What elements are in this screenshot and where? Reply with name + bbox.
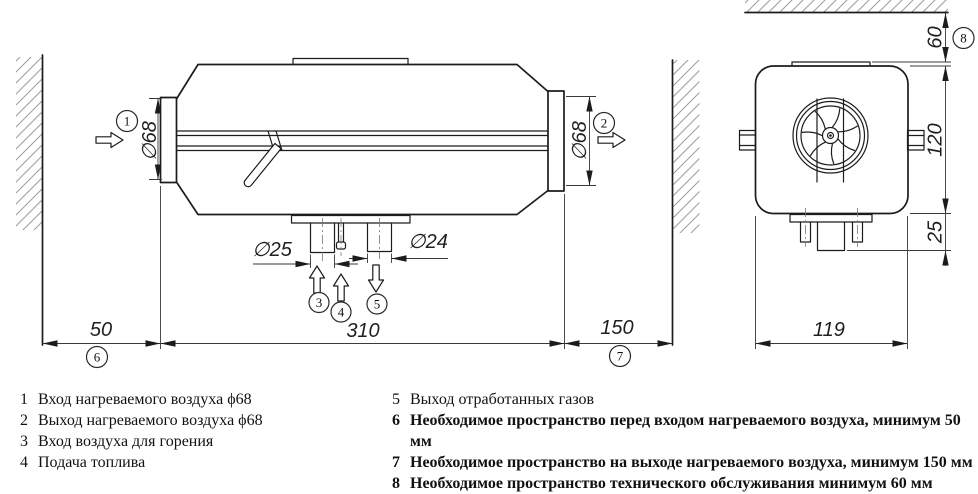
arrowhead (335, 261, 350, 267)
legend-item-text: Необходимое пространство на выходе нагреваемого воздуха, минимум 150 мм (410, 454, 973, 471)
dim-outlet-gap-label: 150 (600, 317, 634, 339)
front-view (740, 0, 975, 349)
heater-body-outline (177, 65, 549, 215)
dim-combustion-air-dia (252, 239, 358, 268)
right-side-band (908, 131, 925, 151)
mounting-studs (801, 222, 863, 242)
arrowhead (161, 340, 176, 346)
arrowhead (658, 340, 673, 346)
legend-item-1 (20, 389, 390, 410)
mounting-plate (292, 216, 411, 224)
callout-2 (594, 113, 615, 134)
legend-item-number: 5 (392, 391, 400, 408)
callout-2-number: 2 (600, 115, 608, 131)
callout-8-number: 8 (960, 30, 967, 46)
legend-item-number: 4 (20, 454, 28, 471)
inlet-flange (161, 98, 177, 183)
legend-item-text: Необходимое пространство перед входом нагреваемого воздуха, минимум 50 мм (410, 412, 961, 450)
dim-inlet-diameter-label: ∅68 (139, 121, 161, 161)
dim-comb-air-label: ∅25 (252, 239, 292, 261)
callout-7-number: 7 (616, 348, 624, 364)
dim-exhaust-label: ∅24 (408, 231, 448, 253)
legend-item-text: Подача топлива (38, 454, 146, 471)
air-inlet-flow-arrow (96, 133, 123, 148)
legend-item-5 (392, 389, 978, 410)
legend-item-2 (20, 410, 390, 431)
legend-item-text: Выход отработанных газов (410, 391, 595, 408)
arrowhead (353, 255, 368, 261)
front-top-tab (792, 62, 870, 66)
fan (793, 98, 868, 182)
right-wall-hatching (674, 60, 700, 233)
arrowhead (586, 97, 592, 112)
fuel-flow-arrow (334, 274, 349, 301)
legend-right-column (392, 389, 978, 494)
air-outlet-flow-arrow (598, 133, 625, 148)
arrowhead (756, 340, 771, 346)
arrowhead (146, 340, 161, 346)
legend-item-number: 3 (20, 433, 28, 450)
legend-left-column (20, 389, 390, 473)
dim-exhaust-dia (349, 231, 448, 263)
callout-5-number: 5 (373, 296, 381, 312)
left-side-band-lines (740, 135, 756, 146)
arrowhead (565, 340, 580, 346)
callout-8 (953, 28, 974, 49)
ceiling-hatching (745, 0, 948, 12)
dim-body-width-label: 119 (813, 319, 845, 341)
front-mounting-plate (790, 215, 872, 223)
top-tab (293, 59, 408, 65)
fan-axis-dot (829, 134, 832, 137)
legend-item-text: Необходимое пространство технического обслуживания минимум 60 мм (410, 475, 933, 492)
arrowhead (942, 251, 948, 266)
legend-item-number: 6 (392, 412, 400, 429)
legend-item-3 (20, 431, 390, 452)
side-view (16, 55, 700, 368)
front-pipe-block (818, 222, 845, 251)
legend-item-text: Вход воздуха для горения (38, 433, 214, 450)
arrowhead (43, 340, 58, 346)
legend-item-text: Вход нагреваемого воздуха ϕ68 (38, 391, 252, 408)
callout-1 (117, 111, 138, 132)
dim-inlet-dia (139, 99, 162, 180)
legend-item-4 (20, 452, 390, 473)
arrowhead (586, 171, 592, 186)
dim-front-gap-label: 50 (89, 319, 113, 341)
callout-3 (309, 293, 329, 313)
dim-service-gap-label: 60 (924, 26, 947, 49)
callout-3-number: 3 (315, 295, 323, 310)
legend-item-text: Выход нагреваемого воздуха ϕ68 (38, 412, 263, 429)
dim-outlet-diameter-label: ∅68 (569, 121, 591, 161)
legend-item-8 (392, 473, 978, 494)
body-seam-lines (177, 131, 549, 151)
combustion-air-flow-arrow (310, 266, 325, 293)
legend-item-number: 8 (392, 475, 400, 492)
arrowhead (942, 13, 948, 28)
callout-4 (331, 302, 351, 322)
legend-item-number: 7 (392, 454, 400, 471)
callout-5 (367, 294, 387, 314)
outlet-flange (548, 91, 564, 191)
arrowhead (550, 340, 565, 346)
dim-body-height (910, 66, 951, 214)
exhaust-flow-arrow (369, 265, 384, 292)
callout-6 (87, 347, 108, 368)
legend-item-number: 1 (20, 391, 28, 408)
callout-4-number: 4 (337, 304, 345, 320)
dim-body-height-label: 120 (924, 123, 947, 157)
front-body-outline (756, 66, 909, 214)
arrowhead (893, 340, 908, 346)
right-side-band-lines (908, 136, 925, 146)
pipe-centerlines (323, 218, 380, 262)
callout-7 (610, 346, 631, 367)
arrowhead (942, 199, 948, 214)
left-side-band (740, 131, 756, 151)
legend-item-7 (392, 452, 978, 473)
arrowhead (296, 261, 311, 267)
arrowhead (392, 255, 407, 261)
callout-6-number: 6 (93, 349, 101, 365)
dim-body-length-label: 310 (346, 320, 380, 342)
legend-item-number: 2 (20, 412, 28, 429)
dim-pipe-offset-label: 25 (924, 220, 947, 244)
left-wall-hatching (16, 57, 42, 230)
arrowhead (942, 66, 948, 81)
dim-bottom-chain (43, 186, 673, 349)
dim-service-gap (872, 13, 951, 62)
dim-body-width (756, 216, 908, 349)
callout-1-number: 1 (123, 113, 131, 129)
dim-outlet-dia (566, 97, 596, 186)
legend-item-6 (392, 410, 978, 452)
